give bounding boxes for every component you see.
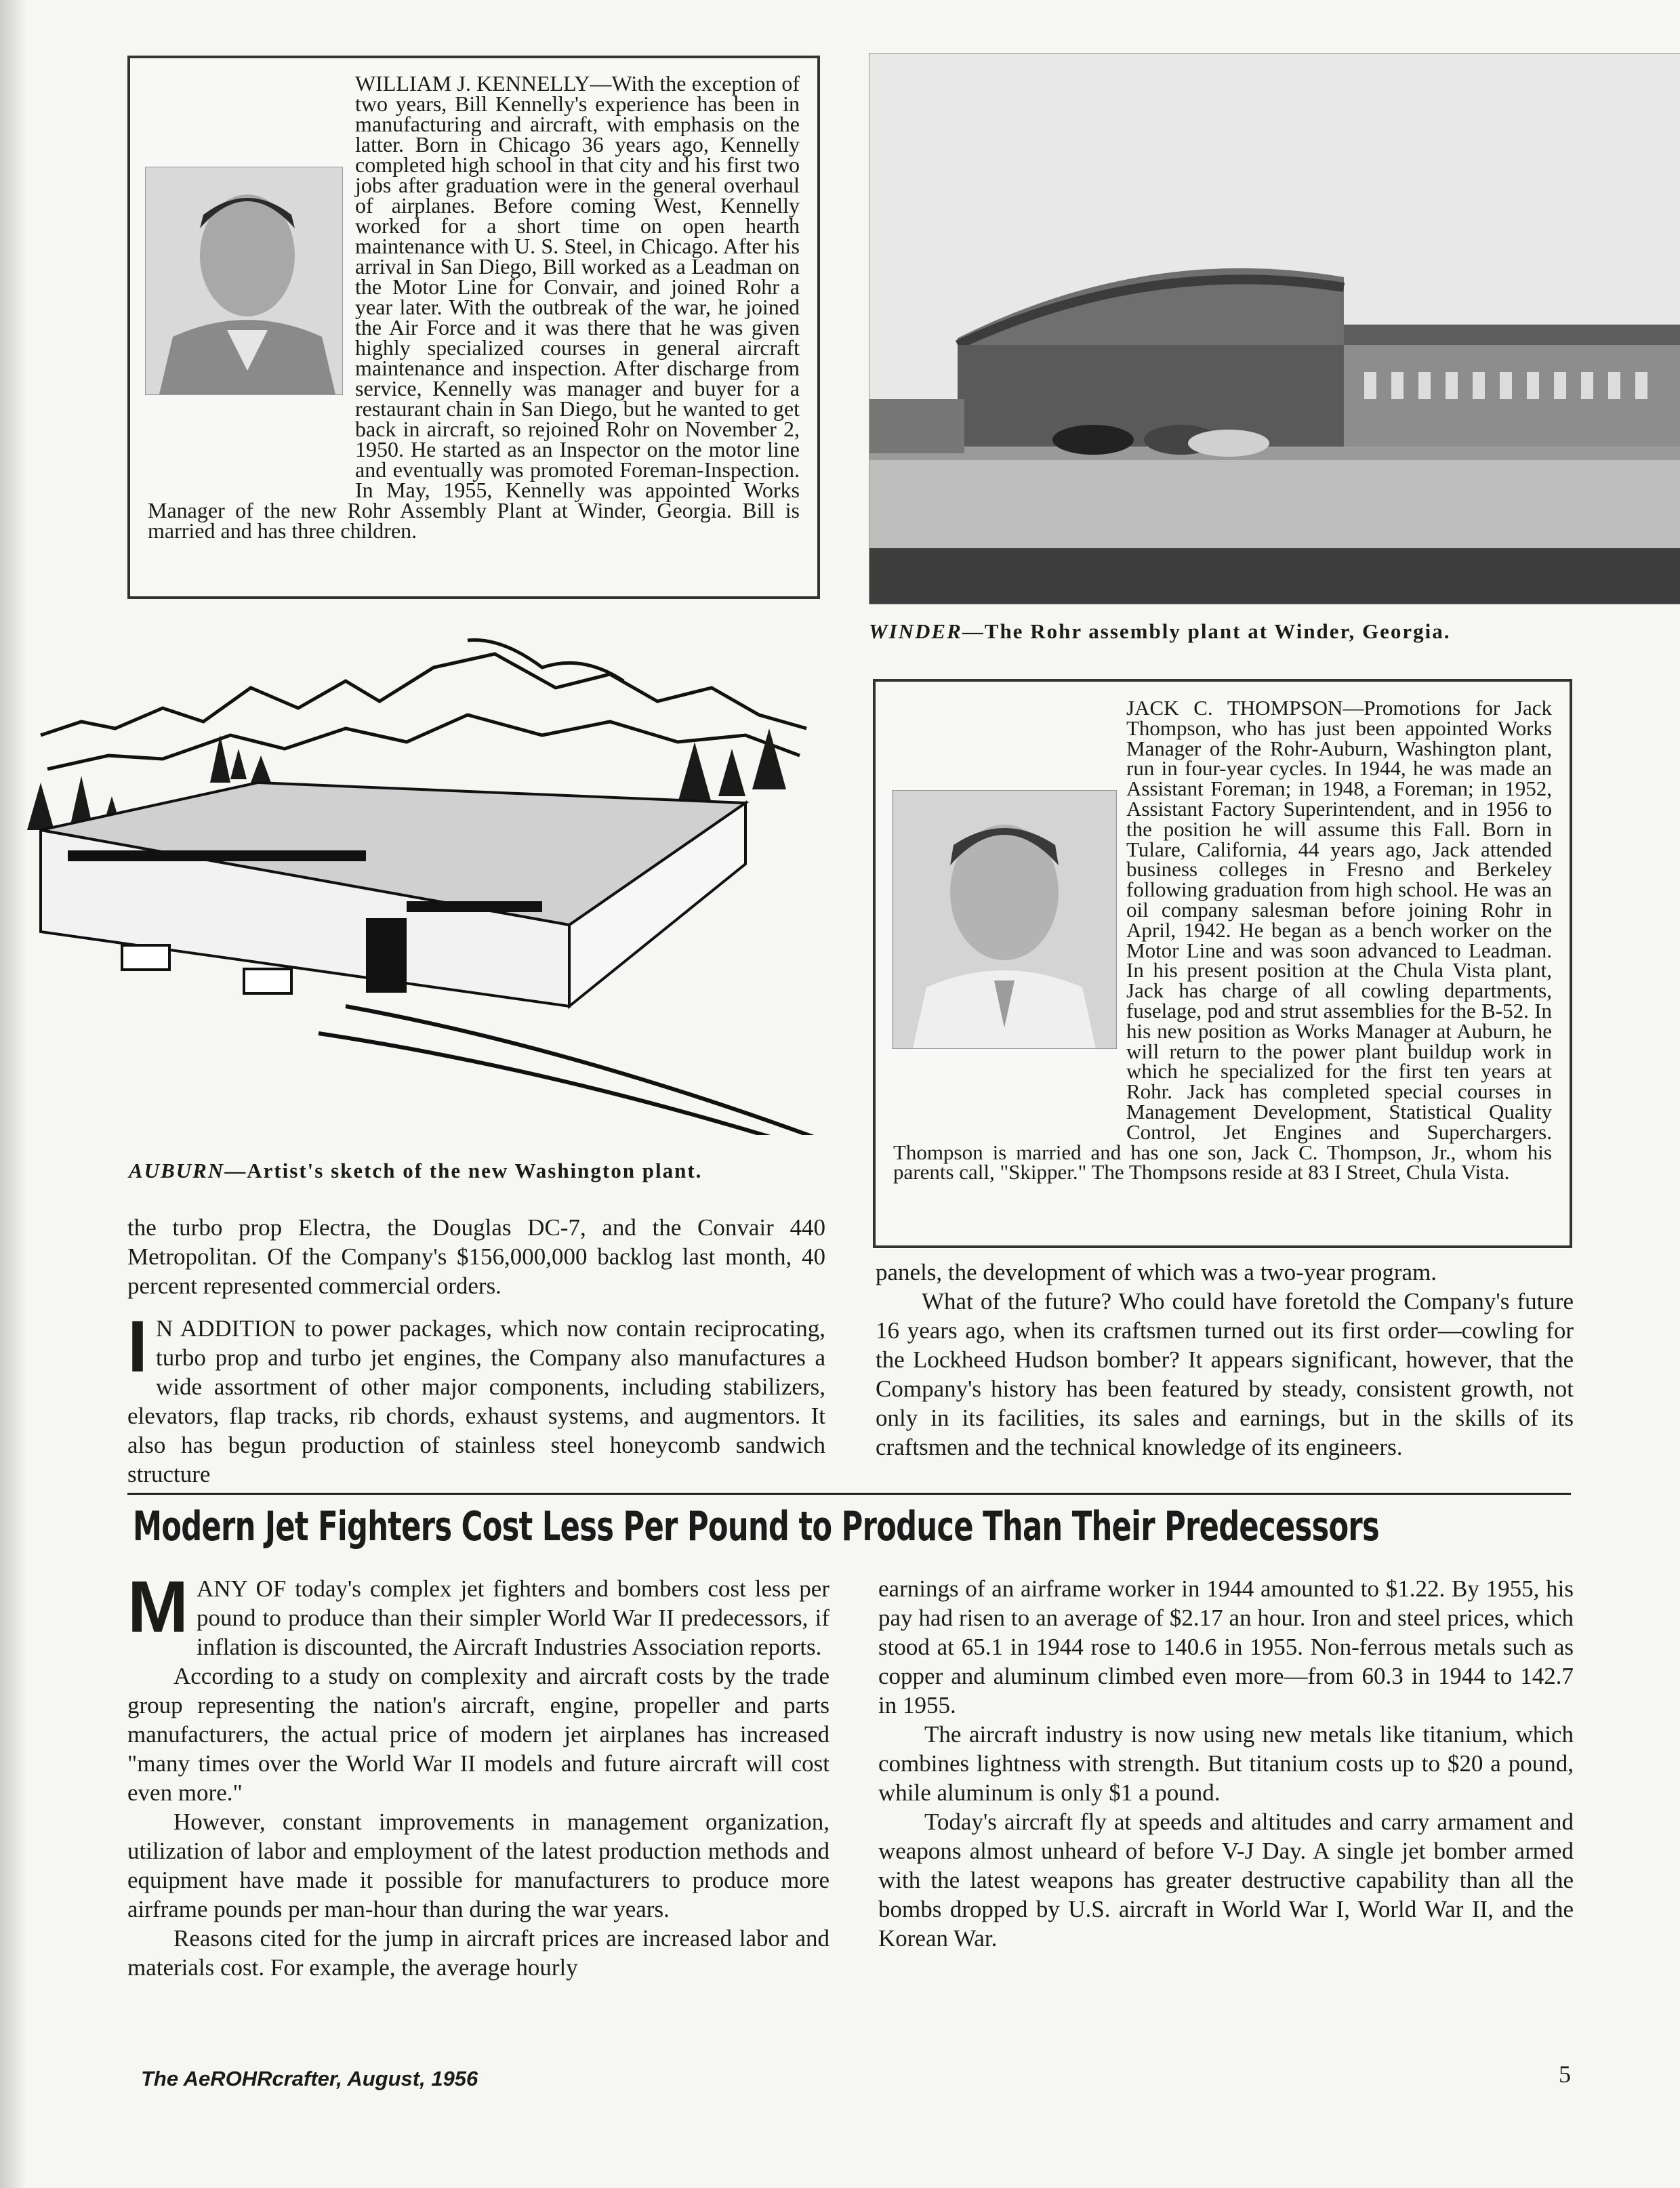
upper-right-paragraph-2: What of the future? Who could have foretold the Company's future 16 years ago, when its craftsmen turned out its first order—cowling for the Lockheed Hudson bomber? It appears significant, however, that the Company's history has been featured by steady, consistent growth, not only in its facilities, its sales and earnings, but in the skills of its craftsmen and the technical knowledge of its engineers. — [876, 1288, 1574, 1460]
thompson-portrait — [892, 790, 1117, 1049]
factory-sketch-icon — [27, 627, 840, 1135]
lower-left-paragraph-2: According to a study on complexity and aircraft costs by the trade group representing the nation's aircraft, engine, propeller and parts manufacturers, the actual price of modern jet airplanes has increased "many times over the World War II models and future aircraft will cost even more." — [127, 1663, 829, 1806]
lower-left-paragraph-4: Reasons cited for the jump in aircraft prices are increased labor and materials cost. For example, the average hourly — [127, 1925, 829, 1981]
lower-left-dropcap: M — [127, 1565, 188, 1647]
lower-right-paragraph-2: The aircraft industry is now using new metals like titanium, which combines lightness with strength. But titanium costs up to $20 a pound, while aluminum is only $1 a pound. — [878, 1721, 1574, 1806]
hangar-photo-icon — [869, 54, 1680, 604]
page-number: 5 — [1559, 2061, 1571, 2088]
lower-right-paragraph-3: Today's aircraft fly at speeds and altitudes and carry armament and weapons almost unheard of before V-J Day. A single jet bomber armed with the latest weapons has greater destructive capability than all the bombs dropped by U.S. aircraft in World War I, World War II, and the Korean War. — [878, 1809, 1574, 1952]
winder-caption-lead: WINDER — [869, 619, 962, 643]
lower-right-column — [878, 1574, 1574, 1953]
article-headline: Modern Jet Fighters Cost Less Per Pound to Produce Than Their Predecessors — [133, 1503, 1379, 1550]
winder-caption-text: —The Rohr assembly plant at Winder, Georgia. — [962, 619, 1451, 643]
kennelly-bio-text: WILLIAM J. KENNELLY—With the exception of two years, Bill Kennelly's experience has been in manufacturing and aircraft, with emphasis on the latter. Born in Chicago 36 years ago, Kennelly completed high school in that city and his first two jobs after graduation were in the general overhaul of airplanes. Before coming West, Kennelly worked for a short time on open hearth maintenance with U. S. Steel, in Chicago. After his arrival in San Diego, Bill worked as a Leadman on the Motor Line for Convair, and joined Rohr a year later. With the outbreak of the war, he joined the Air Force and it was there that he was given highly specialized courses in general aircraft maintenance and inspection. After discharge from service, Kennelly was manager and buyer for a restaurant chain in San Diego, but he wanted to get back in aircraft, so rejoined Rohr on November 2, 1950. He started as an Inspector on the motor line and eventually was promoted Foreman-Inspection. In May, 1955, Kennelly was appointed Works Manager of the new Rohr Assembly Plant at Winder, Georgia. Bill is married and has three children. — [148, 71, 800, 543]
thompson-bio-box — [873, 679, 1572, 1248]
auburn-caption-text: —Artist's sketch of the new Washington plant. — [224, 1159, 703, 1182]
upper-right-column — [876, 1258, 1574, 1462]
auburn-plant-sketch — [27, 627, 840, 1135]
upper-right-paragraph-1: panels, the development of which was a two-year program. — [876, 1259, 1437, 1285]
kennelly-bio-box — [127, 56, 820, 599]
auburn-caption — [129, 1159, 840, 1183]
kennelly-portrait — [145, 167, 343, 395]
publication-footer: The AeROHRcrafter, August, 1956 — [141, 2067, 478, 2090]
portrait-photo-icon — [893, 791, 1116, 1048]
upper-left-column — [127, 1213, 825, 1489]
binding-shadow — [0, 0, 27, 2188]
upper-left-paragraph-1: the turbo prop Electra, the Douglas DC-7, and the Convair 440 Metropolitan. Of the Company's $156,000,000 backlog last month, 40 percent represented commercial orders. — [127, 1214, 825, 1299]
thompson-bio-text: JACK C. THOMPSON—Promotions for Jack Thompson, who has just been appointed Works Manager of the Rohr-Auburn, Washington plant, run in four-year cycles. In 1944, he was made an Assistant Foreman; in 1948, a Foreman; in 1952, Assistant Factory Superintendent, and in 1956 to the position he will assume this Fall. Born in Tulare, California, 44 years ago, Jack attended business colleges in Fresno and Berkeley following graduation from high school. He was an oil company salesman before joining Rohr in April, 1942. He began as a bench worker on the Motor Line and was soon advanced to Leadman. In his present position at the Chula Vista plant, Jack has charge of all cowling departments, fuselage, pod and strut assemblies for the B-52. In his new position as Works Manager at Auburn, he will return to the power plant buildup work in which he specialized for the first ten years at Rohr. Jack has completed special courses in Management Development, Statistical Quality Control, Jet Engines and Superchargers. Thompson is married and has one son, Jack C. Thompson, Jr., whom his parents call, "Skipper." The Thompsons reside at 83 I Street, Chula Vista. — [893, 696, 1552, 1184]
upper-left-paragraph-2: N ADDITION to power packages, which now contain reciprocating, turbo prop and turbo jet engines, the Company also manufactures a wide assortment of other major components, including stabilizers, elevators, flap tracks, rib chords, exhaust systems, and augmentors. It also has begun production of stainless steel honeycomb sandwich structure — [127, 1315, 825, 1487]
headline-top-rule — [127, 1493, 1571, 1495]
auburn-caption-lead: AUBURN — [129, 1159, 225, 1182]
lower-left-column — [127, 1565, 829, 1982]
lower-left-paragraph-3: However, constant improvements in management organization, utilization of labor and employment of the latest production methods and equipment have made it possible for manufacturers to produce more airframe pounds per man-hour than during the war years. — [127, 1809, 829, 1922]
portrait-photo-icon — [146, 167, 342, 394]
winder-plant-photo — [869, 53, 1680, 604]
lower-right-paragraph-1: earnings of an airframe worker in 1944 amounted to $1.22. By 1955, his pay had risen to an average of $2.17 an hour. Iron and steel prices, which stood at 65.1 in 1944 rose to 140.6 in 1955. Non-ferrous metals such as copper and aluminum climbed even more—from 60.3 in 1944 to 142.7 in 1955. — [878, 1575, 1574, 1718]
lower-left-paragraph-1: ANY OF today's complex jet fighters and bombers cost less per pound to produce than their simpler World War II predecessors, if inflation is discounted, the Aircraft Industries Association reports. — [196, 1575, 829, 1660]
upper-left-dropcap: I — [127, 1305, 148, 1387]
winder-caption — [869, 619, 1680, 644]
